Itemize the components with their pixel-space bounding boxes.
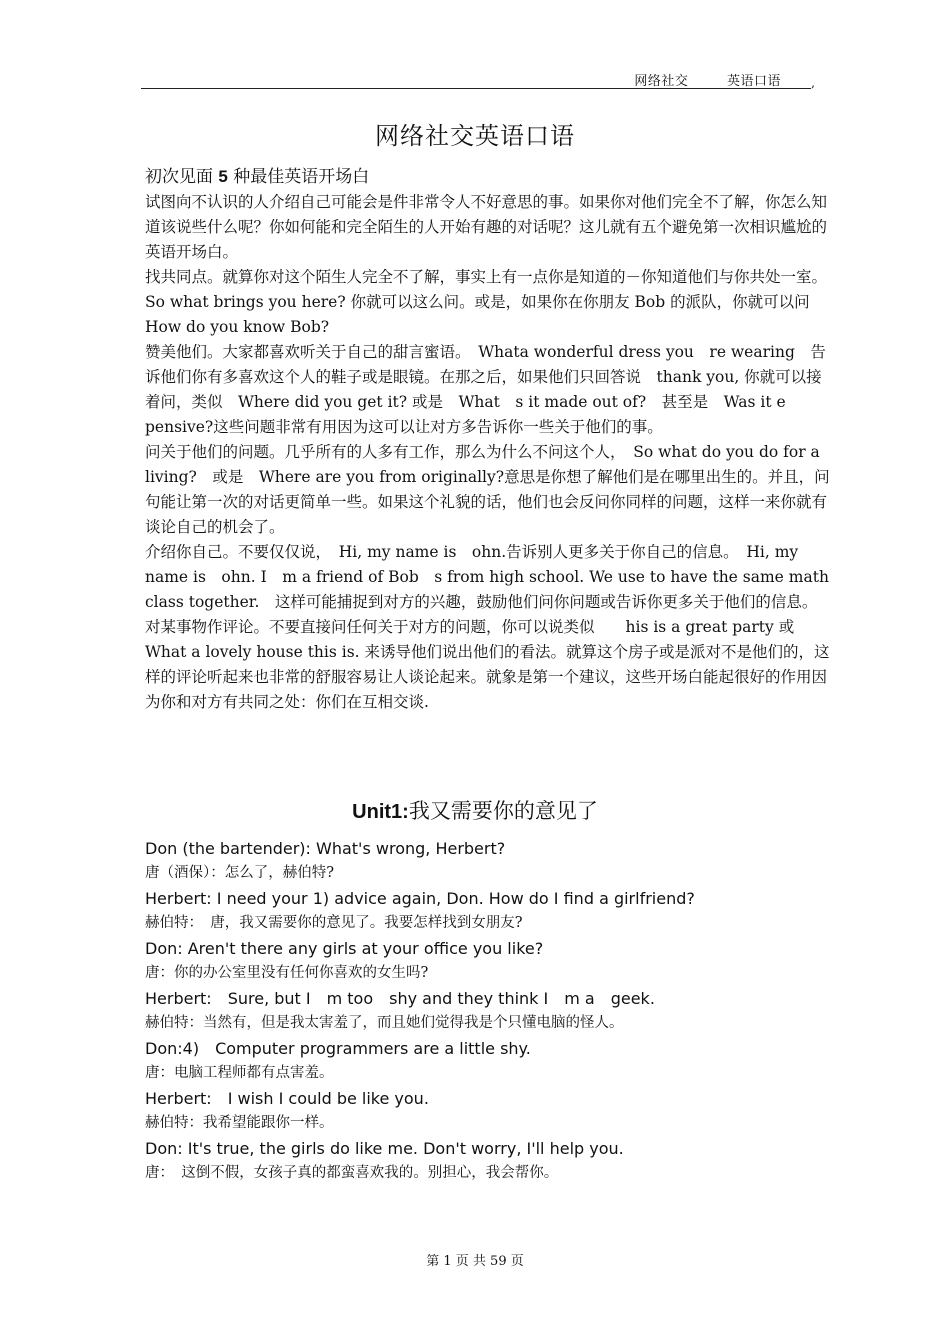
header-text <box>600 70 781 89</box>
header-left: 网络社交 <box>634 74 689 89</box>
dialogue-line-zh: 唐（酒保）：怎么了，赫伯特? <box>145 865 335 881</box>
dialogue-line-en: Don: Aren't there any girls at your office you like? <box>145 939 544 958</box>
page-title: 网络社交英语口语 <box>375 122 575 150</box>
header-mark: , <box>811 76 815 90</box>
dialogue-line-zh: 赫伯特：当然有，但是我太害羞了，而且她们觉得我是个只懂电脑的怪人。 <box>145 1015 624 1031</box>
intro-paragraph-1: 试图向不认识的人介绍自己可能会是件非常令人不好意思的事。如果你对他们完全不了解，你怎么知道该说些什么呢？你如何能和完全陌生的人开始有趣的对话呢？这儿就有五个避免第一次相识尴尬的英语开场白。 <box>145 193 828 261</box>
intro-subtitle <box>145 164 835 190</box>
dialogue-line-zh: 唐：你的办公室里没有任何你喜欢的女生吗? <box>145 965 429 981</box>
intro-paragraph-3: 赞美他们。大家都喜欢听关于自己的甜言蜜语。 Whata wonderful dress you re wearing 告诉他们你有多喜欢这个人的鞋子或是眼镜。在那之后，如果他们只回答说 thank you, 你就可以接着问，类似 Where did you get it? 或是 What s it made out of? 甚至是 Was it e pensive?这些问题非常有用因为这可以让对方多告诉你一些关于他们的事。 <box>145 343 826 436</box>
dialogue-line-en: Herbert: Sure, but I m too shy and they think I m a geek. <box>145 989 655 1008</box>
dialogue-line-zh: 唐： 这倒不假，女孩子真的都蛮喜欢我的。别担心，我会帮你。 <box>145 1165 559 1181</box>
intro-paragraph-2: 找共同点。就算你对这个陌生人完全不了解，事实上有一点你是知道的－你知道他们与你共处一室。 So what brings you here? 你就可以这么问。或是，如果你在你朋友 Bob 的派队，你就可以问 How do you know Bob? <box>145 268 835 336</box>
intro-paragraph-4: 问关于他们的问题。几乎所有的人多有工作，那么为什么不问这个人， So what do you do for a living? 或是 Where are you from originally?意思是你想了解他们是在哪里出生的。并且，问句能让第一次的对话更简单一些。如果这个礼貌的话，他们也会反问你同样的问题，这样一来你就有谈论自己的机会了。 <box>145 443 830 536</box>
unit-title-text: 我又需要你的意见了 <box>408 799 598 823</box>
page-header <box>141 68 815 90</box>
subtitle-pre: 初次见面 <box>145 167 213 187</box>
dialogue-line-en: Don: It's true, the girls do like me. Don't worry, I'll help you. <box>145 1139 624 1158</box>
intro-paragraph-5: 介绍你自己。不要仅仅说， Hi, my name is ohn.告诉别人更多关于你自己的信息。 Hi, my name is ohn. I m a friend of Bob s from high school. We use to have the same math class together. 这样可能捕捉到对方的兴趣，鼓励他们问你问题或告诉你更多关于他们的信息。 <box>145 543 829 611</box>
subtitle-post: 种最佳英语开场白 <box>233 167 370 187</box>
dialogue-line-zh: 赫伯特： 唐，我又需要你的意见了。我要怎样找到女朋友? <box>145 915 523 931</box>
dialogue-line-zh: 唐：电脑工程师都有点害羞。 <box>145 1065 334 1081</box>
dialogue-line-zh: 赫伯特：我希望能跟你一样。 <box>145 1115 334 1131</box>
dialogue-line-en: Herbert: I need your 1) advice again, Don. How do I find a girlfriend? <box>145 889 695 908</box>
unit-heading <box>0 795 950 825</box>
header-right: 英语口语 <box>726 74 781 89</box>
intro-paragraph-6: 对某事物作评论。不要直接问任何关于对方的问题，你可以说类似 his is a great party 或 What a lovely house this is. 来诱导他们说出他们的看法。就算这个房子或是派对不是他们的，这样的评论听起来也非常的舒服容易让人谈论起来。就象是第一个建议，这些开场白能起很好的作用因为你和对方有共同之处：你们在互相交谈. <box>145 618 830 711</box>
dialogue-line-en: Herbert: I wish I could be like you. <box>145 1089 429 1108</box>
dialogue-section <box>145 836 845 1186</box>
subtitle-number: 5 <box>218 167 228 186</box>
unit-label: Unit1: <box>352 801 409 823</box>
dialogue-line-en: Don (the bartender): What's wrong, Herbert? <box>145 839 506 858</box>
page-footer: 第 1 页 共 59 页 <box>426 1254 524 1269</box>
dialogue-line-en: Don:4) Computer programmers are a little shy. <box>145 1039 531 1058</box>
intro-section <box>145 164 835 715</box>
